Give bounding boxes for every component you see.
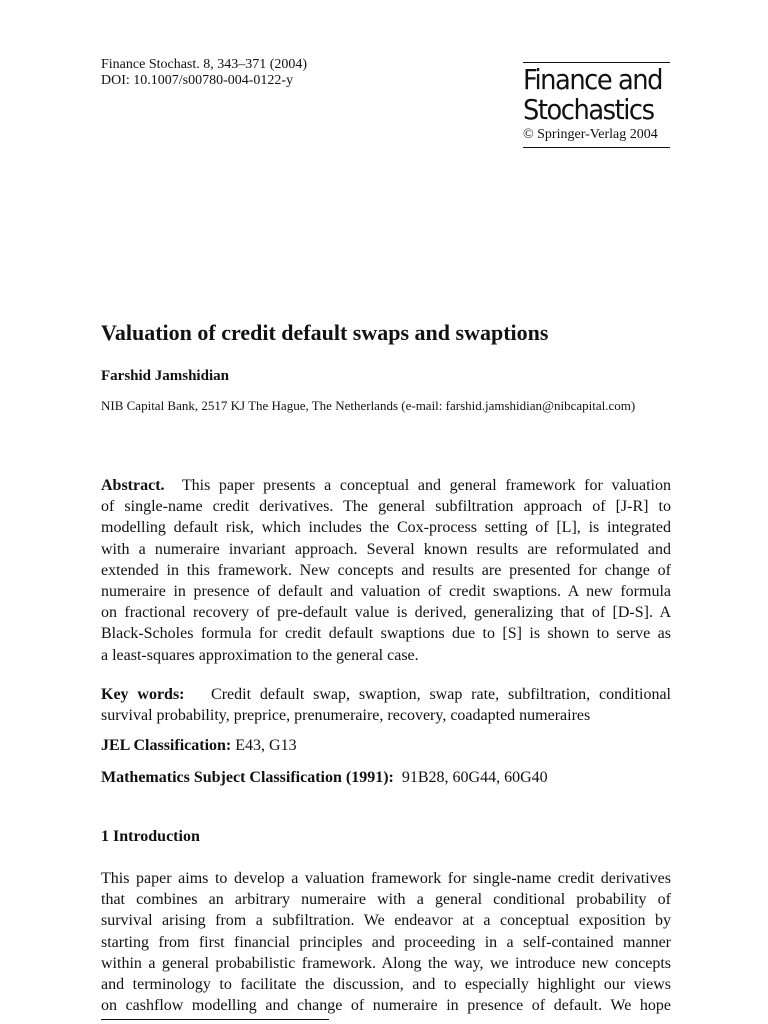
abstract <box>101 475 671 666</box>
intro-line: on cashflow modelling and change of numeraire in presence of default. We hope <box>101 997 671 1015</box>
abstract-line: with a numeraire invariant approach. Several known results are reformulated and <box>101 540 671 558</box>
journal-logo <box>523 62 670 148</box>
introduction-text <box>101 868 671 1016</box>
msc-value: 91B28, 60G44, 60G40 <box>401 769 548 786</box>
jel-classification <box>101 737 297 755</box>
intro-line: and terminology to facilitate the discussion, and to especially highlight our views <box>101 976 671 994</box>
journal-rule-bottom <box>523 147 670 148</box>
footnote-rule <box>101 1019 329 1020</box>
author-name: Farshid Jamshidian <box>101 368 229 384</box>
citation-line: Finance Stochast. 8, 343–371 (2004) <box>101 57 308 72</box>
intro-line: starting from first financial principles and proceeding in a self-contained manner <box>101 933 671 951</box>
keywords <box>101 684 671 726</box>
paper-title: Valuation of credit default swaps and swaptions <box>101 320 549 345</box>
abstract-line: a least-squares approximation to the general case. <box>101 646 419 664</box>
intro-line: survival arising from a subfiltration. We endeavor at a conceptual exposition by <box>101 912 671 930</box>
msc-label: Mathematics Subject Classification (1991): <box>101 769 394 786</box>
jel-label: JEL Classification: <box>101 737 232 754</box>
abstract-line: modelling default risk, which includes the Cox-process setting of [L], is integrated <box>101 519 671 537</box>
abstract-line: Black-Scholes formula for credit default swaptions due to [S] is shown to serve as <box>101 625 671 643</box>
abstract-line: Abstract. This paper presents a conceptual and general framework for valuation <box>101 477 672 494</box>
citation-block <box>101 57 307 89</box>
abstract-line: extended in this framework. New concepts and results are presented for change of <box>101 561 671 579</box>
abstract-line: numeraire in presence of default and valuation of credit swaptions. A new formula <box>101 583 671 601</box>
author-affiliation: NIB Capital Bank, 2517 KJ The Hague, The Netherlands (e-mail: farshid.jamshidian@nibcapital.com) <box>101 398 636 413</box>
abstract-line: of single-name credit derivatives. The general subfiltration approach of [J-R] to <box>101 498 671 516</box>
jel-value: E43, G13 <box>235 737 297 754</box>
journal-name-line2: Stochastics <box>523 93 654 126</box>
intro-line: that combines an arbitrary numeraire with a general conditional probability of <box>101 891 671 909</box>
section-heading-introduction: 1 Introduction <box>101 828 200 845</box>
msc-classification <box>101 769 548 787</box>
abstract-label: Abstract. <box>101 477 165 494</box>
doi-line: DOI: 10.1007/s00780-004-0122-y <box>101 73 294 88</box>
intro-line: within a general probabilistic framework. Along the way, we introduce new concepts <box>101 954 671 972</box>
keywords-line: Key words: Credit default swap, swaption, swap rate, subfiltration, conditional <box>101 686 672 703</box>
keywords-label: Key words: <box>101 686 185 703</box>
journal-name-line1: Finance and <box>523 63 663 96</box>
keywords-line: survival probability, preprice, prenumeraire, recovery, coadapted numeraires <box>101 707 591 725</box>
intro-line: This paper aims to develop a valuation framework for single-name credit derivatives <box>101 870 671 887</box>
abstract-line: on fractional recovery of pre-default value is derived, generalizing that of [D-S]. A <box>101 604 671 622</box>
journal-copyright: © Springer-Verlag 2004 <box>523 127 658 142</box>
